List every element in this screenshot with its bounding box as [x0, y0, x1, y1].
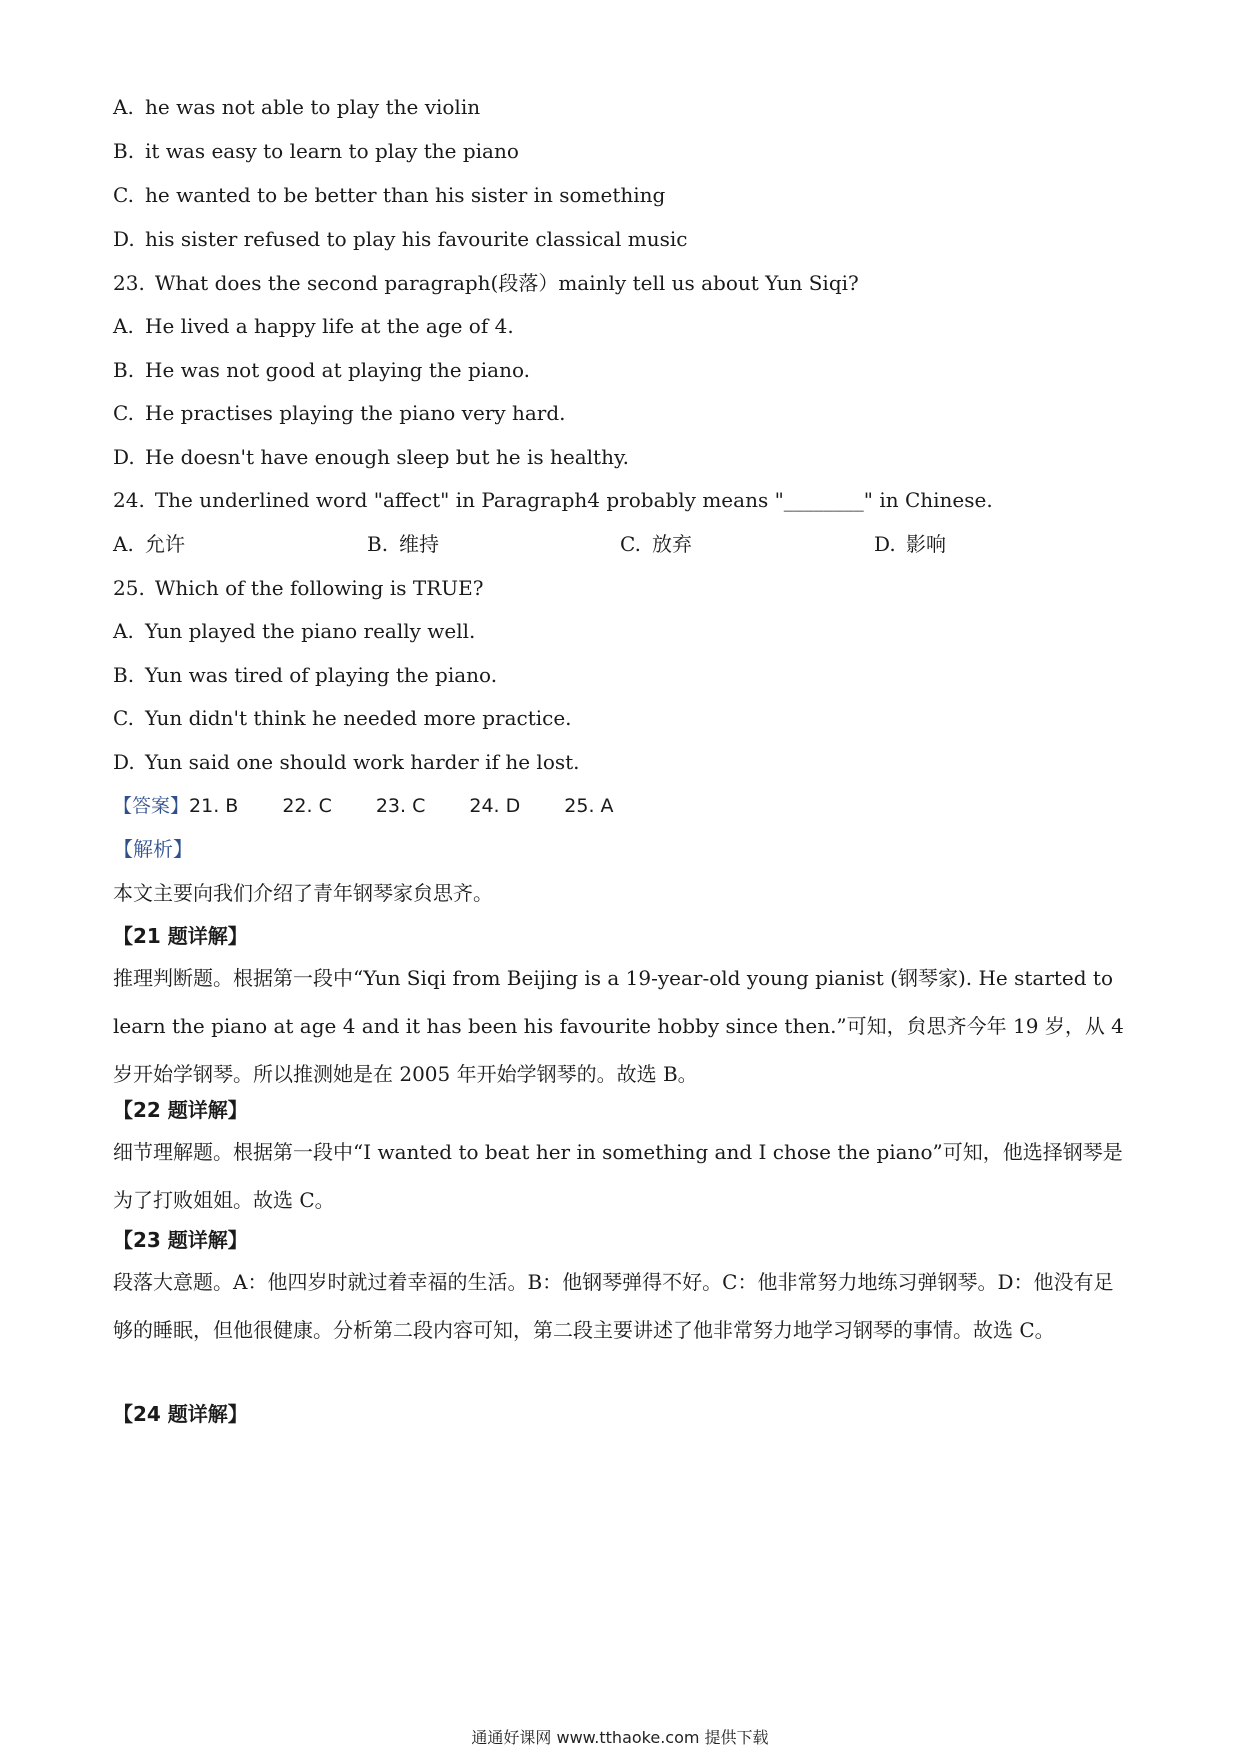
q24-option-d — [874, 530, 946, 558]
q24-option-b — [367, 530, 439, 558]
option-text: 允许 — [145, 532, 185, 556]
q24-options-row — [113, 530, 1113, 558]
page-footer: 通通好课网 www.tthaoke.com 提供下载 — [471, 1728, 769, 1747]
option-text: He doesn't have enough sleep but he is healthy. — [145, 445, 629, 469]
answer-key — [113, 792, 658, 820]
detail-21-heading: 【21 题详解】 — [113, 924, 248, 948]
question-number: 23. — [113, 271, 145, 295]
question-text: Which of the following is TRUE? — [154, 576, 484, 600]
q23-question — [113, 269, 859, 297]
q25-option-c — [113, 704, 572, 732]
option-letter: C. — [113, 706, 134, 730]
q22-option-b — [113, 137, 519, 165]
option-text: he wanted to be better than his sister in something — [145, 183, 666, 207]
answer-item: 25. A — [564, 795, 614, 817]
option-letter: A. — [113, 314, 134, 338]
answer-item: 22. C — [282, 795, 332, 817]
option-letter: B. — [367, 532, 389, 556]
option-text: he was not able to play the violin — [145, 95, 481, 119]
answer-item: 24. D — [469, 795, 521, 817]
option-letter: C. — [620, 532, 641, 556]
q23-option-b — [113, 356, 530, 384]
option-text: He was not good at playing the piano. — [145, 358, 530, 382]
q24-option-c — [620, 530, 692, 558]
q22-option-c — [113, 181, 665, 209]
detail-21-text: 推理判断题。根据第一段中“Yun Siqi from Beijing is a 19-year-old young pianist (钢琴家). He started to learn the piano at age 4 and it has been his favourite hobby since then.”可知，贠思齐今年 19 岁，从 4 岁开始学钢琴。所以推测她是在 2005 年开始学钢琴的。故选 B。 — [113, 966, 1124, 1086]
analysis-label: 【解析】 — [113, 837, 193, 861]
option-letter: D. — [113, 445, 135, 469]
option-letter: C. — [113, 183, 134, 207]
option-text: He practises playing the piano very hard. — [145, 401, 566, 425]
q24-option-a — [113, 530, 185, 558]
answer-item: 21. B — [189, 795, 239, 817]
option-letter: B. — [113, 139, 135, 163]
option-text: Yun said one should work harder if he lost. — [145, 750, 580, 774]
q25-question — [113, 574, 483, 602]
option-text: 放弃 — [652, 532, 692, 556]
option-letter: D. — [113, 750, 135, 774]
answer-label: 【答案】 — [113, 795, 190, 817]
option-text: 维持 — [399, 532, 439, 556]
option-text: Yun was tired of playing the piano. — [145, 663, 498, 687]
option-letter: C. — [113, 401, 134, 425]
q22-option-a — [113, 93, 480, 121]
q22-option-d — [113, 225, 687, 253]
detail-23-heading: 【23 题详解】 — [113, 1228, 248, 1252]
option-letter: D. — [874, 532, 896, 556]
option-text: 影响 — [906, 532, 946, 556]
question-text: The underlined word "affect" in Paragraph4 probably means "________" in Chinese. — [154, 488, 993, 512]
option-text: it was easy to learn to play the piano — [145, 139, 519, 163]
detail-22-text: 细节理解题。根据第一段中“I wanted to beat her in something and I chose the piano”可知，他选择钢琴是为了打败姐姐。故选 C。 — [113, 1140, 1123, 1212]
q25-option-b — [113, 661, 497, 689]
analysis-summary: 本文主要向我们介绍了青年钢琴家贠思齐。 — [113, 881, 493, 905]
answer-item: 23. C — [375, 795, 426, 817]
option-text: Yun didn't think he needed more practice. — [145, 706, 572, 730]
option-text: He lived a happy life at the age of 4. — [145, 314, 514, 338]
q25-option-a — [113, 617, 475, 645]
option-text: Yun played the piano really well. — [145, 619, 476, 643]
q23-option-a — [113, 312, 514, 340]
question-text: What does the second paragraph(段落）mainly tell us about Yun Siqi? — [154, 271, 859, 295]
q23-option-d — [113, 443, 629, 471]
option-letter: B. — [113, 358, 135, 382]
option-letter: A. — [113, 95, 134, 119]
question-number: 24. — [113, 488, 145, 512]
q25-option-d — [113, 748, 580, 776]
detail-23-text: 段落大意题。A：他四岁时就过着幸福的生活。B：他钢琴弹得不好。C：他非常努力地练习弹钢琴。D：他没有足够的睡眠，但他很健康。分析第二段内容可知，第二段主要讲述了他非常努力地学习钢琴的事情。故选 C。 — [113, 1270, 1114, 1342]
option-text: his sister refused to play his favourite classical music — [145, 227, 688, 251]
question-number: 25. — [113, 576, 145, 600]
option-letter: A. — [113, 532, 134, 556]
option-letter: B. — [113, 663, 135, 687]
q23-option-c — [113, 399, 566, 427]
option-letter: D. — [113, 227, 135, 251]
option-letter: A. — [113, 619, 134, 643]
detail-22-heading: 【22 题详解】 — [113, 1098, 248, 1122]
detail-24-heading: 【24 题详解】 — [113, 1402, 248, 1426]
q24-question — [113, 486, 993, 514]
